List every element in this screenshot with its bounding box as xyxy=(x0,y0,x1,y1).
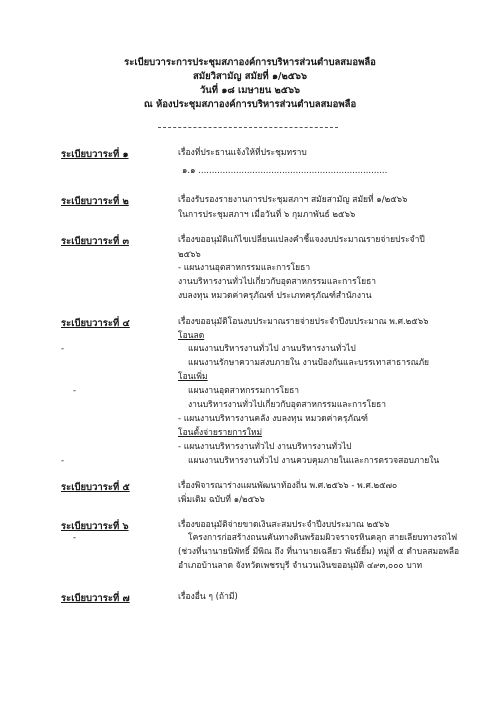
agenda-3-line-1: เรื่องขออนุมัติแก้ไขเปลี่ยนแปลงคำชี้แจงงบประมาณรายจ่ายประจำปี xyxy=(178,235,425,245)
agenda-4-line-1: เรื่องขออนุมัติโอนงบประมาณรายจ่ายประจำปีงบประมาณ พ.ศ.๒๕๖๖ xyxy=(178,317,429,327)
agenda-4-line-11: แผนงานบริหารงานทั่วไป งานควบคุมภายในและการตรวจสอบภายใน xyxy=(188,456,440,466)
agenda-3-line-3: - แผนงานอุตสาหกรรมและการโยธา xyxy=(178,263,311,273)
agenda-2-label: ระเบียบวาระที่ ๒ xyxy=(61,196,129,207)
agenda-3-line-4: งานบริหารงานทั่วไปเกี่ยวกับอุตสาหกรรมและการโยธา xyxy=(178,277,377,287)
new-item-heading: โอนตั้งจ่ายรายการใหม่ xyxy=(178,428,263,438)
agenda-7-label: ระเบียบวาระที่ ๗ xyxy=(61,593,130,604)
agenda-4-line-4: แผนงานรักษาความสงบภายใน งานป้องกันและบรรเทาสาธารณภัย xyxy=(188,358,430,368)
header-divider xyxy=(158,127,338,128)
agenda-4-label: ระเบียบวาระที่ ๔ xyxy=(61,318,130,329)
agenda-6-line-4: อำเภอบ้านลาด จังหวัดเพชรบุรี จำนวนเงินขออนุมัติ ๔๙๓,๐๐๐ บาท xyxy=(178,561,423,571)
dash-mark: - xyxy=(61,456,65,466)
transfer-increase-heading: โอนเพิ่ม xyxy=(178,372,208,382)
agenda-5-label: ระเบียบวาระที่ ๕ xyxy=(61,482,130,493)
agenda-6-line-3: (ช่วงที่นานายนิพัทธิ์ มีพิณ ถึง ที่นานายเฉลียว พันธ์ยิ้ม) หมู่ที่ ๕ ตำบลสมอพลือ xyxy=(178,547,460,557)
agenda-6-label: ระเบียบวาระที่ ๖ xyxy=(61,521,129,532)
agenda-6-line-2: โครงการก่อสร้างถนนคันทางดินพร้อมผิวจราจรหินคลุก สายเลียบทางรถไฟ xyxy=(188,533,458,543)
dash-mark: - xyxy=(73,533,77,543)
session-line: สมัยวิสามัญ สมัยที่ ๑/๒๕๖๖ xyxy=(193,71,307,82)
agenda-4-line-6: แผนงานอุตสาหกรรมการโยธา xyxy=(188,386,300,396)
agenda-7-line-1: เรื่องอื่น ๆ (ถ้ามี) xyxy=(178,592,238,602)
agenda-1-label: ระเบียบวาระที่ ๑ xyxy=(61,149,129,160)
agenda-2-line-2: ในการประชุมสภาฯ เมื่อวันที่ ๖ กุมภาพันธ์ ๒๕๖๖ xyxy=(178,210,356,220)
agenda-2-line-1: เรื่องรับรองรายงานการประชุมสภาฯ สมัยสามัญ สมัยที่ ๑/๒๕๖๖ xyxy=(178,195,408,205)
agenda-1-line-1: เรื่องที่ประธานแจ้งให้ที่ประชุมทราบ xyxy=(178,148,307,158)
venue-line: ณ ห้องประชุมสภาองค์การบริหารส่วนตำบลสมอพลือ xyxy=(143,99,357,110)
agenda-3-line-2: ๒๕๖๖ xyxy=(178,250,201,260)
doc-title: ระเบียบวาระการประชุมสภาองค์การบริหารส่วนตำบลสมอพลือ xyxy=(124,57,376,68)
agenda-4-line-8: - แผนงานบริหารงานคลัง งบลงทุน หมวดค่าครุภัณฑ์ xyxy=(178,414,368,424)
dash-mark: - xyxy=(61,344,65,354)
date-line: วันที่ ๑๘ เมษายน ๒๕๖๖ xyxy=(199,85,301,96)
agenda-6-line-1: เรื่องขออนุมัติจ่ายขาดเงินสะสมประจำปีงบประมาณ ๒๕๖๖ xyxy=(178,520,390,530)
agenda-5-line-1: เรื่องพิจารณาร่างแผนพัฒนาท้องถิ่น พ.ศ.๒๕๖๖ - พ.ศ.๒๕๗๐ xyxy=(178,481,398,491)
transfer-decrease-heading: โอนลด xyxy=(178,331,205,341)
agenda-4-line-7: งานบริหารงานทั่วไปเกี่ยวกับอุตสาหกรรมและการโยธา xyxy=(188,400,387,410)
agenda-3-line-5: งบลงทุน หมวดค่าครุภัณฑ์ ประเภทครุภัณฑ์สำนักงาน xyxy=(178,291,372,301)
agenda-1-line-2: ๑.๑ ...................................................................... xyxy=(182,166,388,176)
agenda-3-label: ระเบียบวาระที่ ๓ xyxy=(61,236,130,247)
agenda-4-line-10: - แผนงานบริหารงานทั่วไป งานบริหารงานทั่วไป xyxy=(178,442,352,452)
agenda-4-line-3: แผนงานบริหารงานทั่วไป งานบริหารงานทั่วไป xyxy=(188,344,356,354)
agenda-5-line-2: เพิ่มเติม ฉบับที่ ๑/๒๕๖๖ xyxy=(178,495,265,505)
dash-mark: - xyxy=(73,386,77,396)
